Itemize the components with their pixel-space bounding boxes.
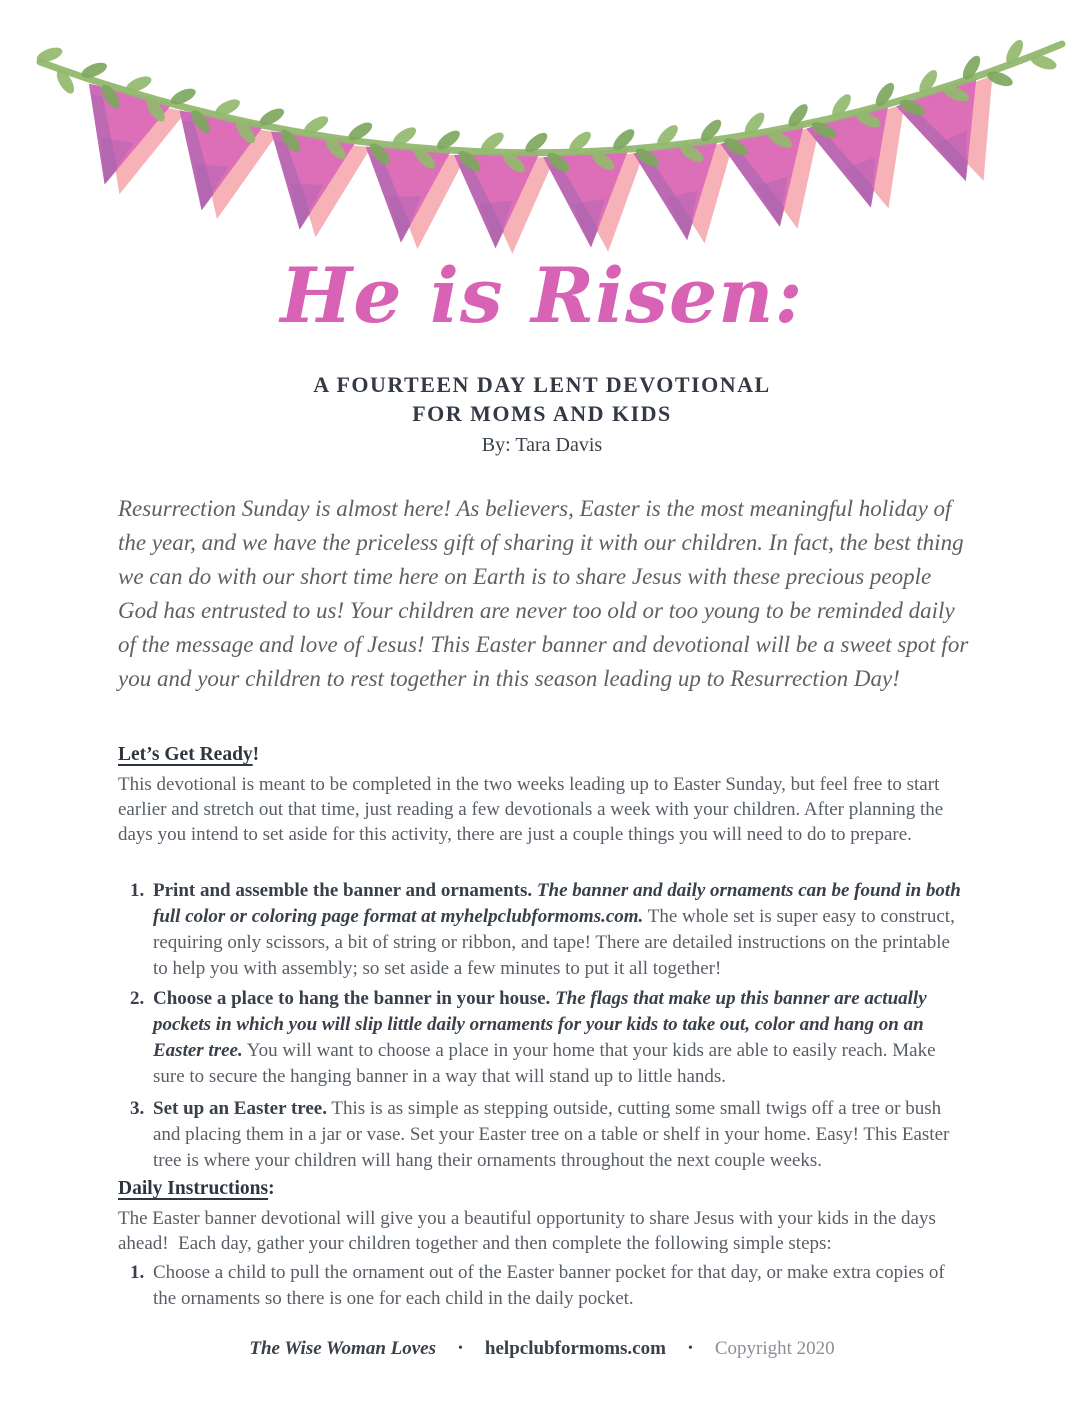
- footer-series-title: The Wise Woman Loves: [249, 1338, 437, 1359]
- list-item-2: [130, 986, 966, 1090]
- list-item-bold-italic-text: The flags that make up this banner are actually pockets in which you will slip little daily ornaments for your kids to take out, color and hang on an Easter tree.: [153, 988, 927, 1061]
- heading-punct: !: [252, 744, 260, 765]
- subtitle-line-2: FOR MOMS AND KIDS: [412, 401, 672, 426]
- get-ready-paragraph: This devotional is meant to be completed in the two weeks leading up to Easter Sunday, but feel free to start earlier and stretch out that time, just reading a few devotionals a week with your children. After planning the days you intend to set aside for this activity, there are just a couple things you will need to do to prepare.: [118, 774, 948, 845]
- heading-label: Let’s Get Ready: [118, 744, 253, 765]
- footer-copyright: Copyright 2020: [714, 1338, 835, 1359]
- list-item-bold-text: Set up an Easter tree.: [153, 1098, 327, 1119]
- section-heading-daily-instructions: [118, 1178, 275, 1200]
- step-item-1: [130, 1260, 966, 1312]
- list-item-text: You will want to choose a place in your home that your kids are able to easily reach. Make sure to secure the hanging banner in a way that will stand up to little hands.: [153, 1040, 936, 1087]
- section-heading-lets-get-ready: [118, 744, 259, 766]
- footer-bullet-icon: •: [458, 1341, 463, 1356]
- page-footer: [0, 1338, 1084, 1360]
- subtitle-line-1: A FOURTEEN DAY LENT DEVOTIONAL: [313, 372, 771, 397]
- list-item-text: The whole set is super easy to construct, requiring only scissors, a bit of string or ribbon, and tape! There are detailed instructions on the printable to help you with assembly; so set aside a few minutes to put it all together!: [153, 906, 955, 979]
- heading-label: Daily Instructions: [118, 1178, 269, 1199]
- intro-paragraph: Resurrection Sunday is almost here! As believers, Easter is the most meaningful holiday of the year, and we have the priceless gift of sharing it with our children. In fact, the best thing we can do with our short time here on Earth is to share Jesus with these precious people God has entrusted to us! Your children are never too old or too young to be reminded daily of the message and love of Jesus! This Easter banner and devotional will be a sweet spot for you and your children to rest together in this season leading up to Resurrection Day!: [118, 496, 969, 691]
- list-number: 1.: [130, 880, 145, 901]
- list-item-3: [130, 1096, 966, 1174]
- footer-bullet-icon: •: [687, 1341, 693, 1356]
- daily-paragraph: The Easter banner devotional will give you a beautiful opportunity to share Jesus with your kids in the days ahead! Each day, gather your children together and then complete the following simple steps:: [118, 1208, 941, 1254]
- list-number: 3.: [130, 1098, 145, 1119]
- list-number: 2.: [130, 988, 145, 1009]
- list-item-1: [130, 878, 966, 982]
- list-item-bold-text: Print and assemble the banner and ornaments.: [153, 880, 533, 901]
- step-text: Choose a child to pull the ornament out of the Easter banner pocket for that day, or make extra copies of the ornaments so there is one for each child in the daily pocket.: [153, 1262, 945, 1309]
- list-item-text: This is as simple as stepping outside, cutting some small twigs off a tree or bush and placing them in a jar or vase. Set your Easter tree on a table or shelf in your home. Easy! This Easter tree is where your children will hang their ornaments throughout the next couple weeks.: [153, 1098, 950, 1171]
- heading-punct: :: [268, 1178, 275, 1199]
- list-item-bold-text: Choose a place to hang the banner in your house.: [153, 988, 551, 1009]
- page-subtitle: [0, 370, 1084, 428]
- footer-website: helpclubformoms.com: [484, 1338, 666, 1359]
- page-title: He is Risen:: [280, 251, 804, 340]
- pennant-garland-image: [0, 0, 1084, 275]
- step-number: 1.: [130, 1262, 145, 1283]
- byline: By: Tara Davis: [481, 434, 603, 456]
- list-item-bold-italic-text: The banner and daily ornaments can be found in both full color or coloring page format at myhelpclubformoms.com.: [153, 880, 961, 927]
